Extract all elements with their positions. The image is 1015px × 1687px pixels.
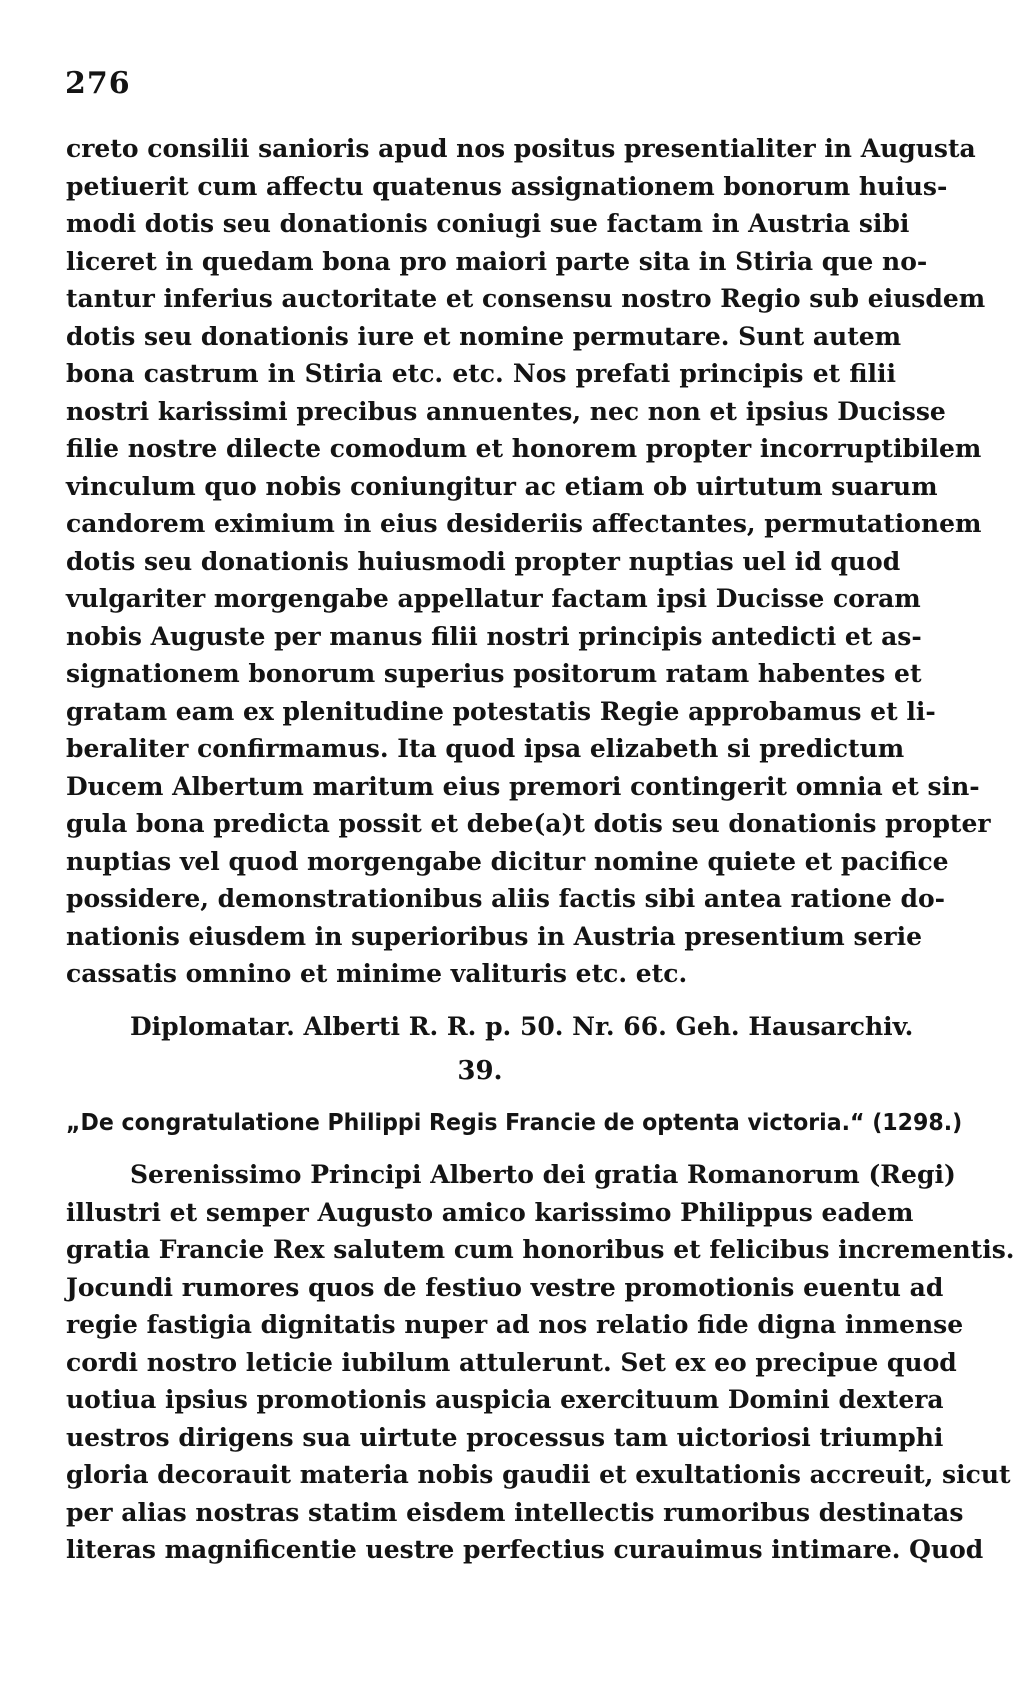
text-line: gloria decorauit materia nobis gaudii et exultationis accreuit, sicut	[66, 1460, 1011, 1489]
text-line: Jocundi rumores quos de festiuo vestre promotionis euentu ad	[66, 1272, 944, 1302]
document-title: „De congratulatione Philippi Regis Francie de optenta victoria.“ (1298.)	[66, 1110, 963, 1136]
text-line: Ducem Albertum maritum eius premori contingerit omnia et sin-	[66, 771, 980, 801]
text-line: illustri et semper Augusto amico karissimo Philippus eadem	[66, 1197, 914, 1227]
text-line: uotiua ipsius promotionis auspicia exercituum Domini dextera	[66, 1385, 944, 1414]
text-line: tantur inferius auctoritate et consensu nostro Regio sub eiusdem	[66, 284, 986, 313]
text-line: nuptias vel quod morgengabe dicitur nomine quiete et pacifice	[66, 846, 949, 876]
text-line: possidere, demonstrationibus aliis factis sibi antea ratione do-	[66, 884, 946, 913]
text-line: dotis seu donationis huiusmodi propter nuptias uel id quod	[66, 546, 901, 576]
text-line: candorem eximium in eius desideriis affectantes, permutationem	[66, 509, 982, 538]
page-number: 276	[65, 66, 131, 101]
text-line: gula bona predicta possit et debe(a)t dotis seu donationis propter	[66, 809, 991, 838]
text-line: regie fastigia dignitatis nuper ad nos relatio fide digna inmense	[66, 1310, 964, 1339]
text-line: cordi nostro leticie iubilum attulerunt. Set ex eo precipue quod	[66, 1347, 957, 1377]
text-line: vinculum quo nobis coniungitur ac etiam ob uirtutum suarum	[66, 471, 938, 501]
document-paragraph	[66, 1156, 1015, 1569]
text-line: creto consilii sanioris apud nos positus presentialiter in Augusta	[66, 134, 976, 163]
document-number: 39.	[457, 1056, 503, 1086]
text-line: nationis eiusdem in superioribus in Austria presentium serie	[66, 921, 922, 951]
source-citation: Diplomatar. Alberti R. R. p. 50. Nr. 66. Geh. Hausarchiv.	[130, 1012, 914, 1041]
text-line: modi dotis seu donationis coniugi sue factam in Austria sibi	[66, 209, 910, 238]
text-line: gratam eam ex plenitudine potestatis Regie approbamus et li-	[66, 696, 936, 726]
text-line: dotis seu donationis iure et nomine permutare. Sunt autem	[66, 321, 902, 351]
text-line: cassatis omnino et minime valituris etc. etc.	[66, 959, 688, 988]
text-line: per alias nostras statim eisdem intellectis rumoribus destinatas	[66, 1497, 964, 1527]
text-line: signationem bonorum superius positorum ratam habentes et	[66, 659, 922, 688]
text-line: bona castrum in Stiria etc. etc. Nos prefati principis et filii	[66, 359, 896, 388]
text-line: filie nostre dilecte comodum et honorem propter incorruptibilem	[66, 434, 982, 463]
text-line: uestros dirigens sua uirtute processus tam uictoriosi triumphi	[66, 1422, 944, 1452]
text-line: petiuerit cum affectu quatenus assignationem bonorum huius-	[66, 171, 948, 201]
text-line: gratia Francie Rex salutem cum honoribus et felicibus incrementis.	[66, 1235, 1015, 1264]
text-line: liceret in quedam bona pro maiori parte sita in Stiria que no-	[66, 246, 928, 276]
text-line: vulgariter morgengabe appellatur factam ipsi Ducisse coram	[66, 584, 921, 613]
text-line: beraliter confirmamus. Ita quod ipsa elizabeth si predictum	[66, 734, 905, 763]
text-line: Serenissimo Principi Alberto dei gratia Romanorum (Regi)	[130, 1160, 956, 1189]
text-line: nostri karissimi precibus annuentes, nec non et ipsius Ducisse	[66, 396, 946, 426]
text-line: literas magnificentie uestre perfectius curauimus intimare. Quod	[66, 1535, 984, 1564]
text-line: nobis Auguste per manus filii nostri principis antedicti et as-	[66, 621, 922, 651]
body-paragraph	[66, 130, 991, 993]
